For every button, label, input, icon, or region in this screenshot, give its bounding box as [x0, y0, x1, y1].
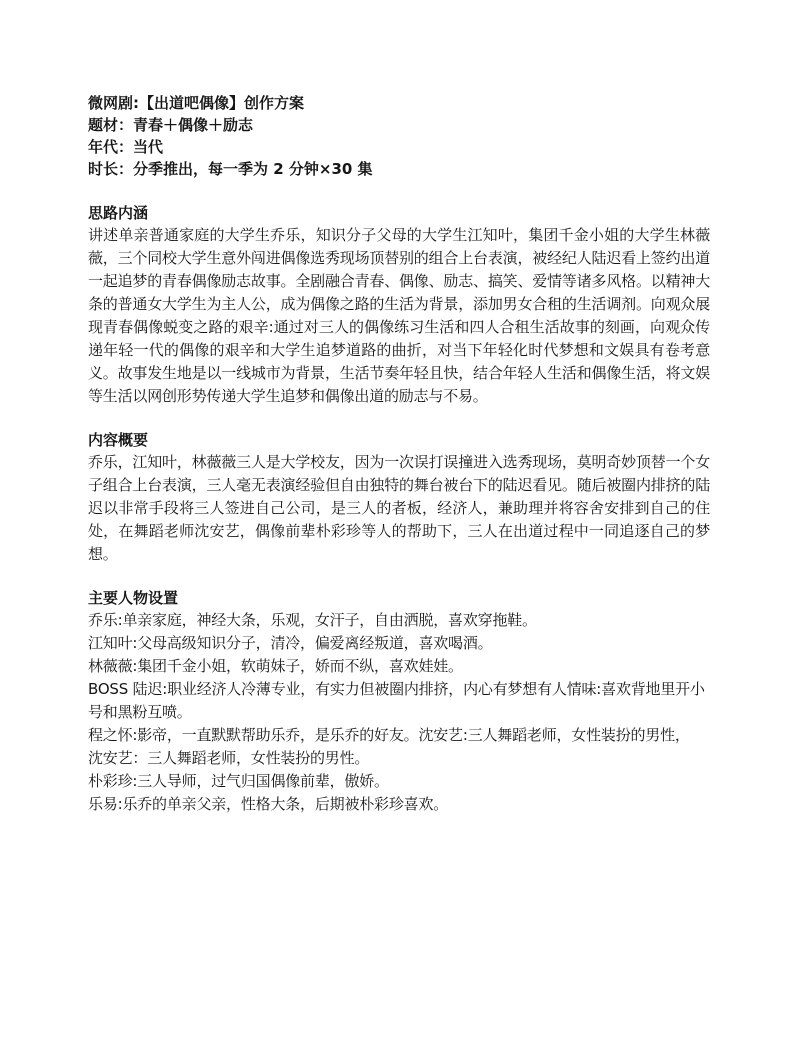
character-item: BOSS 陆迟:职业经济人冷薄专业，有实力但被圈内排挤，内心有梦想有人情味:喜欢背地里开小号和黑粉互喷。	[88, 680, 705, 721]
characters-heading: 主要人物设置	[88, 589, 179, 607]
character-item: 沈安艺：三人舞蹈老师，女性装扮的男性。	[88, 749, 370, 767]
character-item: 乔乐:单亲家庭，神经大条，乐观，女汗子，自由洒脱，喜欢穿拖鞋。	[88, 611, 537, 629]
character-item: 程之怀:影帝，一直默默帮助乐乔，是乐乔的好友。沈安艺:三人舞蹈老师，女性装扮的男性，	[88, 726, 690, 744]
character-item: 乐易:乐乔的单亲父亲，性格大条，后期被朴彩珍喜欢。	[88, 795, 449, 813]
concept-paragraph: 讲述单亲普通家庭的大学生乔乐，知识分子父母的大学生江知叶，集团千金小姐的大学生林薇薇，三个同校大学生意外闯进偶像选秀现场顶替别的组合上台表演，被经纪人陆迟看上签约出道一起追梦的青春偶像励志故事。全剧融合青春、偶像、励志、搞笑、爱情等诸多风格。以精神大条的普通女大学生为主人公，成为偶像之路的生活为背景，添加男女合租的生活调剂。向观众展现青春偶像蜕变之路的艰辛:通过对三人的偶像练习生活和四人合租生活故事的刻画，向观众传递年轻一代的偶像的艰辛和大学生追梦道路的曲折，对当下年轻化时代梦想和文娱具有卷考意义。故事发生地是以一线城市为背景，生活节奏年轻且快，结合年轻人生活和偶像生活，将文娱等生活以网创形势传递大学生追梦和偶像出道的励志与不易。	[88, 226, 710, 405]
document-page	[88, 92, 710, 816]
summary-heading: 内容概要	[88, 431, 149, 449]
genre-line: 题材：青春＋偶像＋励志	[88, 116, 254, 134]
era-line: 年代：当代	[88, 138, 164, 156]
summary-paragraph: 乔乐，江知叶，林薇薇三人是大学校友，因为一次误打误撞进入选秀现场，莫明奇妙顶替一个女子组合上台表演，三人毫无表演经验但自由独特的舞台被台下的陆迟看见。随后被圈内排挤的陆迟以非常手段将三人签进自己公司，是三人的者板，经济人，兼助理并将容舍安排到自己的住处，在舞蹈老师沈安艺，偶像前辈朴彩珍等人的帮助下，三人在出道过程中一同追逐自己的梦想。	[88, 453, 710, 563]
character-item: 江知叶:父母高级知识分子，清冷，偏爱离经叛道，喜欢喝酒。	[88, 634, 493, 652]
character-item: 朴彩珍:三人导师，过气归国偶像前辈，傲娇。	[88, 772, 389, 790]
character-item: 林薇薇:集团千金小姐，软萌妹子，娇而不纵，喜欢娃娃。	[88, 657, 463, 675]
concept-heading: 思路内涵	[88, 204, 149, 222]
duration-line: 时长：分季推出，每一季为 2 分钟×30 集	[88, 160, 373, 178]
doc-title: 微网剧:【出道吧偶像】创作方案	[88, 94, 305, 112]
